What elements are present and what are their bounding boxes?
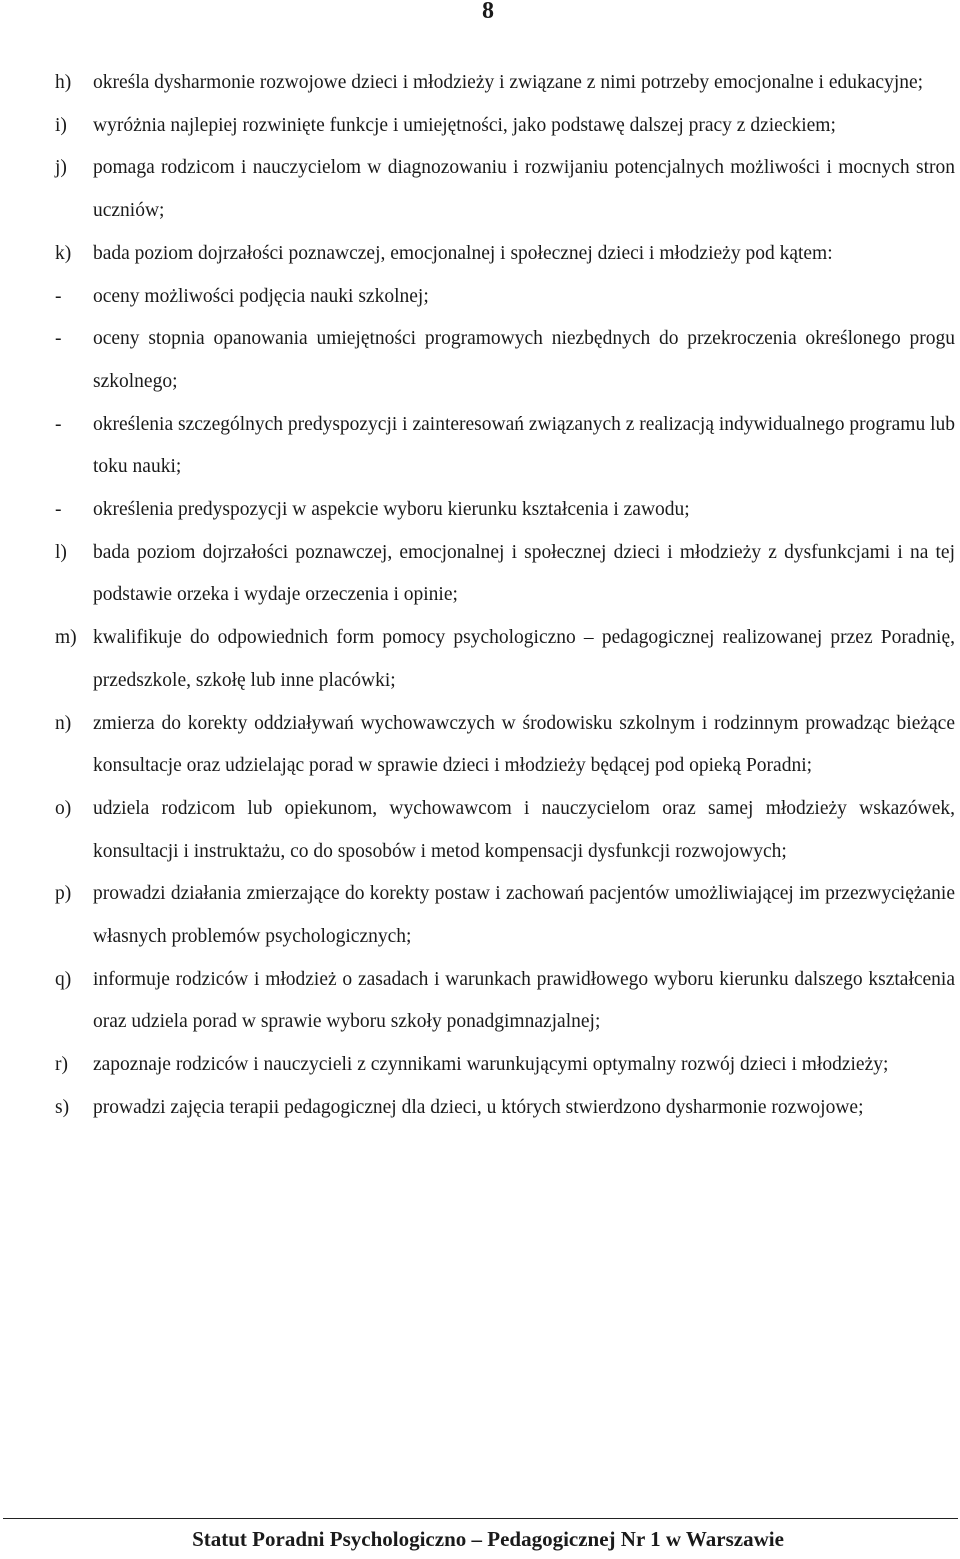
footer-divider — [3, 1518, 958, 1519]
list-marker: o) — [55, 797, 72, 819]
list-item — [0, 1044, 960, 1087]
list-marker: h) — [55, 72, 72, 93]
dash-marker: - — [55, 328, 62, 350]
list-item — [0, 147, 960, 232]
list-marker: k) — [55, 242, 72, 264]
sub-list-item — [0, 318, 960, 403]
list-item-text: bada poziom dojrzałości poznawczej, emocjonalnej i społecznej dzieci i młodzieży z dysfunkcjami i na tej podstawie orzeka i wydaje orzeczenia i opinie; — [93, 541, 955, 606]
list-marker: m) — [55, 627, 77, 649]
list-item-text: określenia predyspozycji w aspekcie wyboru kierunku kształcenia i zawodu; — [93, 499, 690, 521]
sub-list-item — [0, 489, 960, 532]
list-item-text: oceny stopnia opanowania umiejętności programowych niezbędnych do przekroczenia określonego progu szkolnego; — [93, 328, 955, 392]
list-item-text: informuje rodziców i młodzież o zasadach i warunkach prawidłowego wyboru kierunku dalszego kształcenia oraz udziela porad w sprawie wyboru szkoły ponadgimnazjalnej; — [93, 968, 955, 1033]
list-marker: l) — [55, 541, 67, 563]
sub-list-item — [0, 276, 960, 319]
list-item-text: bada poziom dojrzałości poznawczej, emocjonalnej i społecznej dzieci i młodzieży pod kątem: — [93, 242, 833, 264]
list-item-text: wyróżnia najlepiej rozwinięte funkcje i umiejętności, jako podstawę dalszej pracy z dzieckiem; — [93, 114, 836, 136]
list-item — [0, 703, 960, 788]
list-marker: q) — [55, 968, 72, 990]
list-marker: p) — [55, 883, 72, 905]
list-item — [0, 1087, 960, 1130]
list-item — [0, 62, 960, 105]
list-marker: n) — [55, 712, 72, 734]
list-item-text: zapoznaje rodziców i nauczycieli z czynnikami warunkującymi optymalny rozwój dzieci i młodzieży; — [93, 1054, 889, 1076]
list-item — [0, 532, 960, 617]
list-item — [0, 788, 960, 873]
list-item-text: prowadzi zajęcia terapii pedagogicznej dla dzieci, u których stwierdzono dysharmonie rozwojowe; — [93, 1096, 864, 1118]
list-item — [0, 105, 960, 148]
list-item-text: określenia szczególnych predyspozycji i zainteresowań związanych z realizacją indywidualnego programu lub toku nauki; — [93, 413, 955, 478]
sub-list-item — [0, 404, 960, 489]
dash-marker: - — [55, 413, 62, 435]
list-item-text: określa dysharmonie rozwojowe dzieci i młodzieży i związane z nimi potrzeby emocjonalne i edukacyjne; — [93, 72, 924, 93]
list-item-text: udziela rodzicom lub opiekunom, wychowawcom i nauczycielom oraz samej młodzieży wskazówek, konsultacji i instruktażu, co do sposobów i metod kompensacji dysfunkcji rozwojowych; — [93, 797, 955, 862]
list-item — [0, 617, 960, 702]
dash-marker: - — [55, 285, 62, 307]
list-item-text: zmierza do korekty oddziaływań wychowawczych w środowisku szkolnym i rodzinnym prowadząc bieżące konsultacje oraz udzielając porad w sprawie dzieci i młodzieży będącej pod opieką Poradni; — [93, 712, 955, 777]
dash-marker: - — [55, 499, 62, 521]
list-marker: r) — [55, 1054, 68, 1076]
list-item — [0, 233, 960, 276]
list-marker: j) — [55, 157, 67, 179]
list-item — [0, 873, 960, 958]
list-item-text: oceny możliwości podjęcia nauki szkolnej; — [93, 285, 429, 307]
list-item-text: pomaga rodzicom i nauczycielom w diagnozowaniu i rozwijaniu potencjalnych możliwości i mocnych stron uczniów; — [93, 157, 955, 222]
page-number: 8 — [482, 0, 494, 24]
list-item-text: prowadzi działania zmierzające do korekty postaw i zachowań pacjentów umożliwiającej im przezwyciężanie własnych problemów psychologicznych; — [93, 883, 955, 948]
list-marker: s) — [55, 1096, 70, 1118]
page-footer: Statut Poradni Psychologiczno – Pedagogicznej Nr 1 w Warszawie — [192, 1527, 784, 1551]
list-item-text: kwalifikuje do odpowiednich form pomocy psychologiczno – pedagogicznej realizowanej przez Poradnię, przedszkole, szkołę lub inne placówki; — [93, 627, 955, 691]
document-body — [0, 62, 960, 1130]
list-marker: i) — [55, 114, 67, 136]
list-item — [0, 959, 960, 1044]
